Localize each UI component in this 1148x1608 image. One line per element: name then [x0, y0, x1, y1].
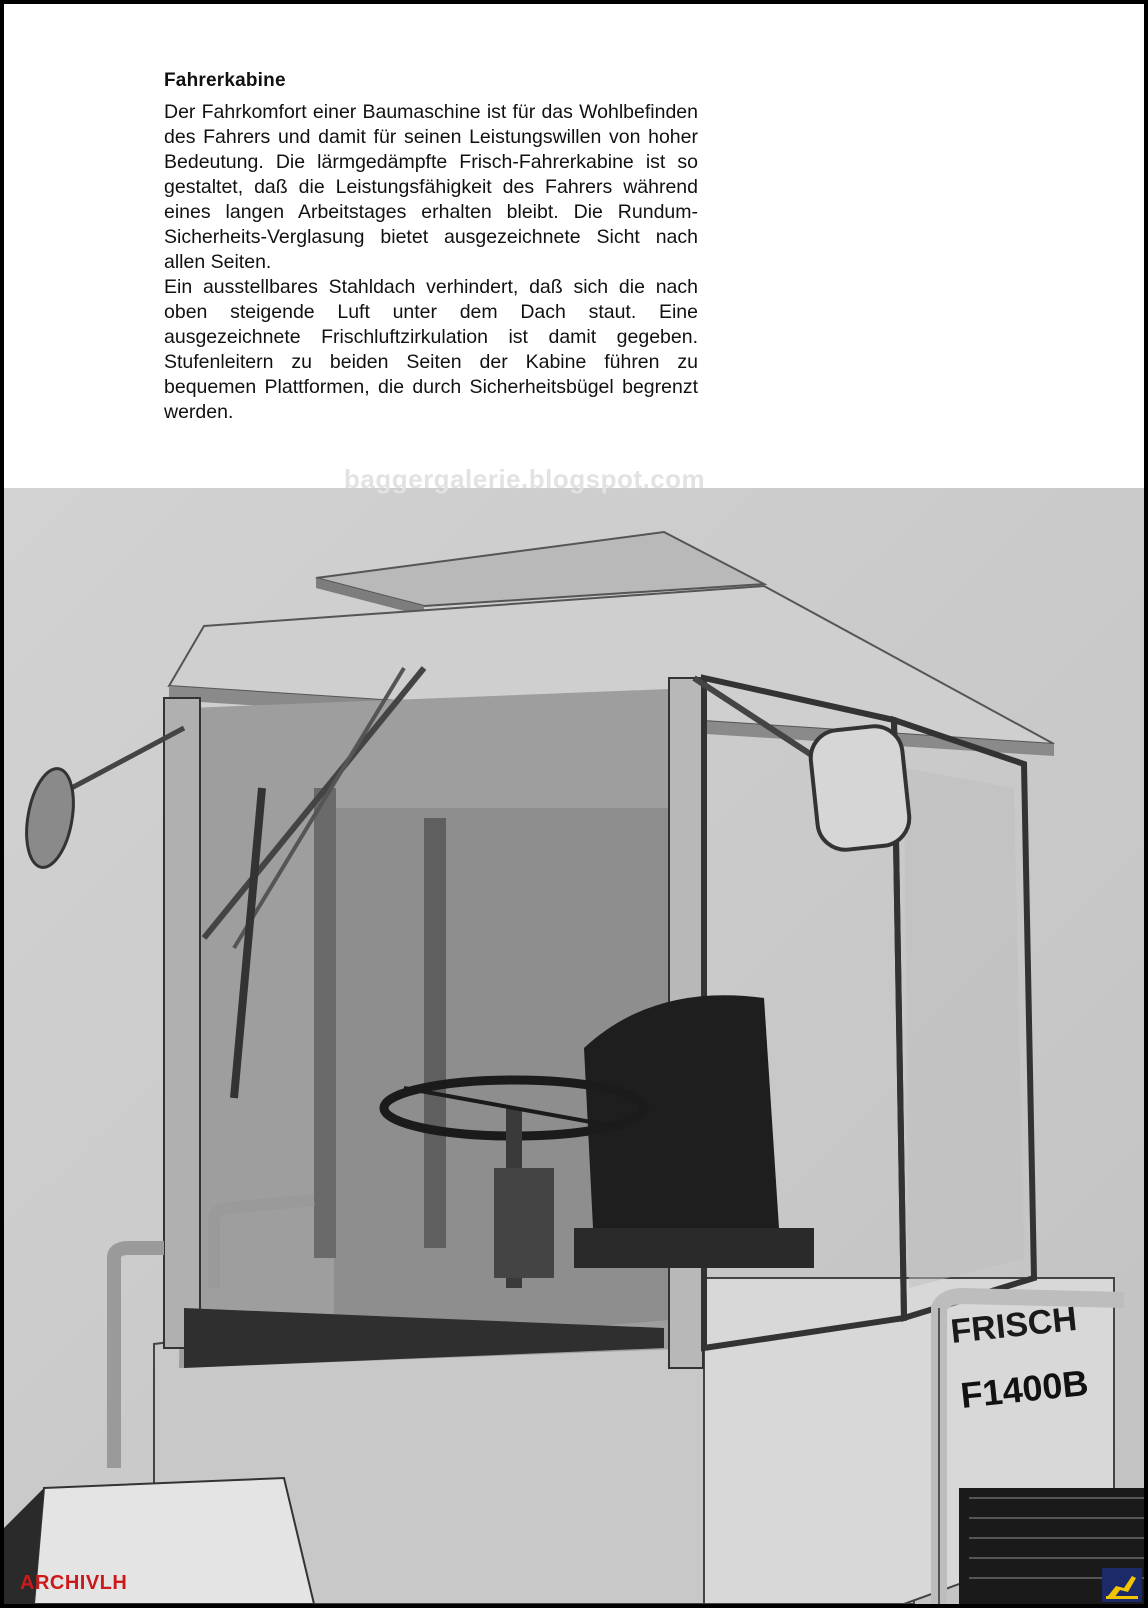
- archive-label: ARCHIVLH: [20, 1572, 128, 1594]
- document-page: [4, 4, 1144, 1604]
- excavator-logo-icon: [1102, 1568, 1142, 1602]
- cab-brand-text: FRISCH: [948, 1299, 1079, 1351]
- watermark: baggergalerie.blogspot.com: [344, 464, 706, 494]
- body-text: [164, 100, 698, 425]
- paragraph-1: Der Fahrkomfort einer Baumaschine ist für das Wohlbefinden des Fahrers und damit für seinen Leistungswillen von hoher Bedeutung. Die lärmgedämpfte Frisch-Fahrerkabine ist so gestaltet, daß die Leistungsfähigkeit des Fahrers während eines langen Arbeitstages erhalten bleibt. Die Rundum-Sicherheits-Verglasung bietet ausgezeichnete Sicht nach allen Seiten.: [164, 101, 698, 273]
- paragraph-2: Ein ausstellbares Stahldach verhindert, daß sich die nach oben steigende Luft unter dem Dach staut. Eine ausgezeichnete Frischluftzirkulation ist damit gegeben. Stufenleitern zu beiden Seiten der Kabine führen zu bequemen Plattformen, die durch Sicherheitsbügel begrenzt werden.: [164, 276, 698, 423]
- cab-photo: [4, 488, 1144, 1604]
- section-heading: Fahrerkabine: [164, 70, 286, 91]
- cab-model-text: F1400B: [958, 1361, 1091, 1416]
